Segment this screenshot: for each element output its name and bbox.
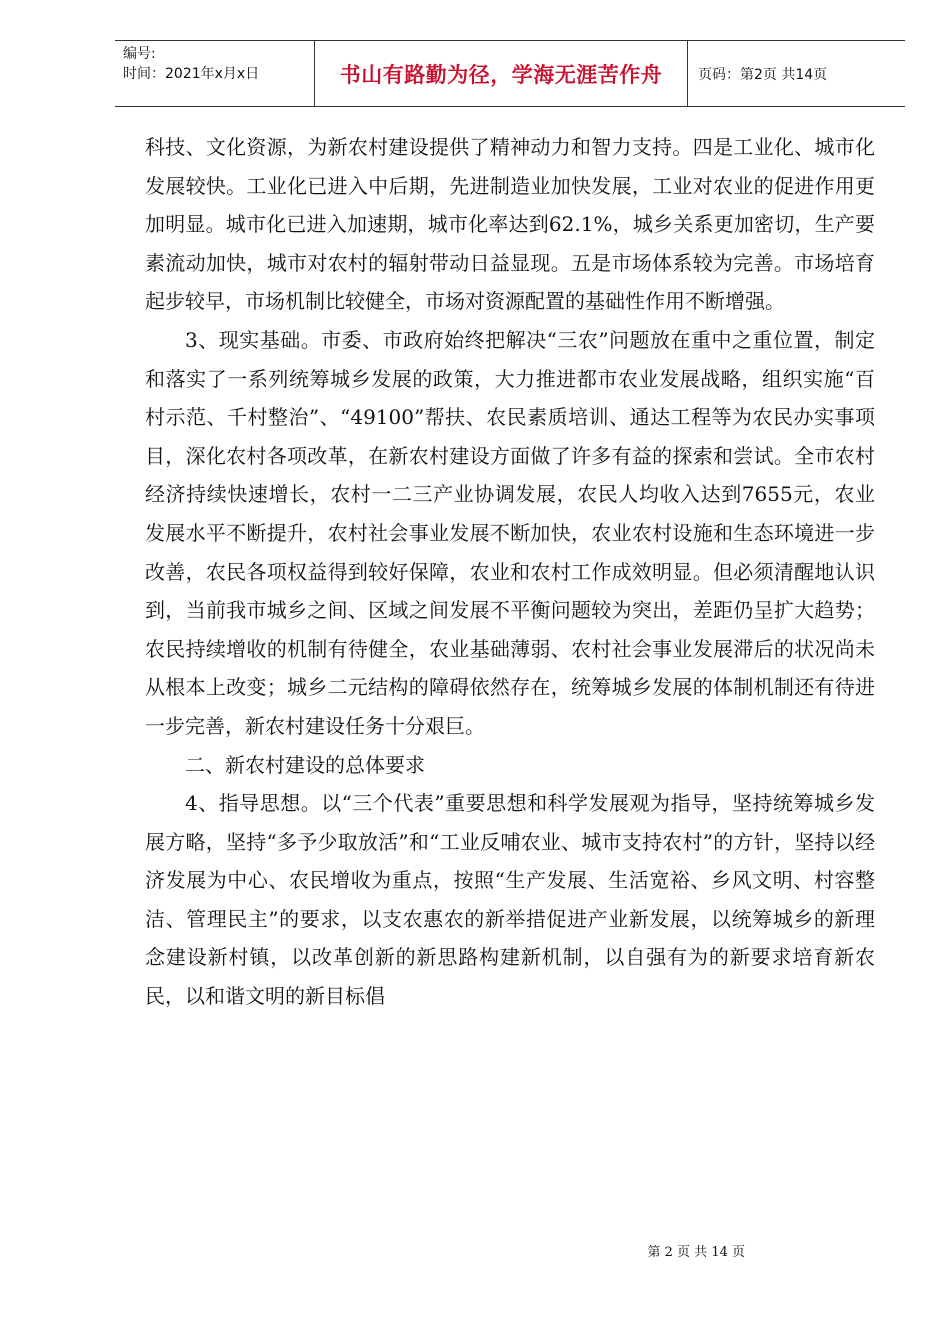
paragraph: 科技、文化资源，为新农村建设提供了精神动力和智力支持。四是工业化、城市化发展较快。工业化已进入中后期，先进制造业加快发展，工业对农业的促进作用更加明显。城市化已进入加速期，城市化率达到62.1%，城乡关系更加密切，生产要素流动加快，城市对农村的辐射带动日益显现。五是市场体系较为完善。市场培育起步较早，市场机制比较健全，市场对资源配置的基础性作用不断增强。 xyxy=(145,135,875,314)
serial-label: 编号: xyxy=(123,46,156,62)
paragraph: 4、指导思想。以“三个代表”重要思想和科学发展观为指导，坚持统筹城乡发展方略，坚持“多予少取放活”和“工业反哺农业、城市支持农村”的方针，坚持以经济发展为中心、农民增收为重点，按照“生产发展、生活宽裕、乡风文明、村容整洁、管理民主”的要求，以支农惠农的新举措促进产业新发展，以统筹城乡的新理念建设新村镇，以改革创新的新思路构建新机制，以自强有为的新要求培育新农民，以和谐文明的新目标倡 xyxy=(145,791,875,1009)
section-heading: 二、新农村建设的总体要求 xyxy=(185,752,425,777)
document-body xyxy=(145,128,875,1016)
time-label: 时间：2021年x月x日 xyxy=(123,66,260,82)
header-page-label: 页码：第2页 共14页 xyxy=(698,66,828,83)
header-motto: 书山有路勤为径，学海无涯苦作舟 xyxy=(315,41,688,106)
page-header xyxy=(115,40,905,107)
page-footer: 第 2 页 共 14 页 xyxy=(647,1245,745,1260)
paragraph: 3、现实基础。市委、市政府始终把解决“三农”问题放在重中之重位置，制定和落实了一系列统筹城乡发展的政策，大力推进都市农业发展战略，组织实施“百村示范、千村整治”、“49100”帮扶、农民素质培训、通达工程等为农民办实事项目，深化农村各项改革，在新农村建设方面做了许多有益的探索和尝试。全市农村经济持续快速增长，农村一二三产业协调发展，农民人均收入达到7655元，农业发展水平不断提升，农村社会事业发展不断加快，农业农村设施和生态环境进一步改善，农民各项权益得到较好保障，农业和农村工作成效明显。但必须清醒地认识到，当前我市城乡之间、区域之间发展不平衡问题较为突出，差距仍呈扩大趋势；农民持续增收的机制有待健全，农业基础薄弱、农村社会事业发展滞后的状况尚未从根本上改变；城乡二元结构的障碍依然存在，统筹城乡发展的体制机制还有待进一步完善，新农村建设任务十分艰巨。 xyxy=(145,327,875,738)
header-meta xyxy=(115,41,315,106)
